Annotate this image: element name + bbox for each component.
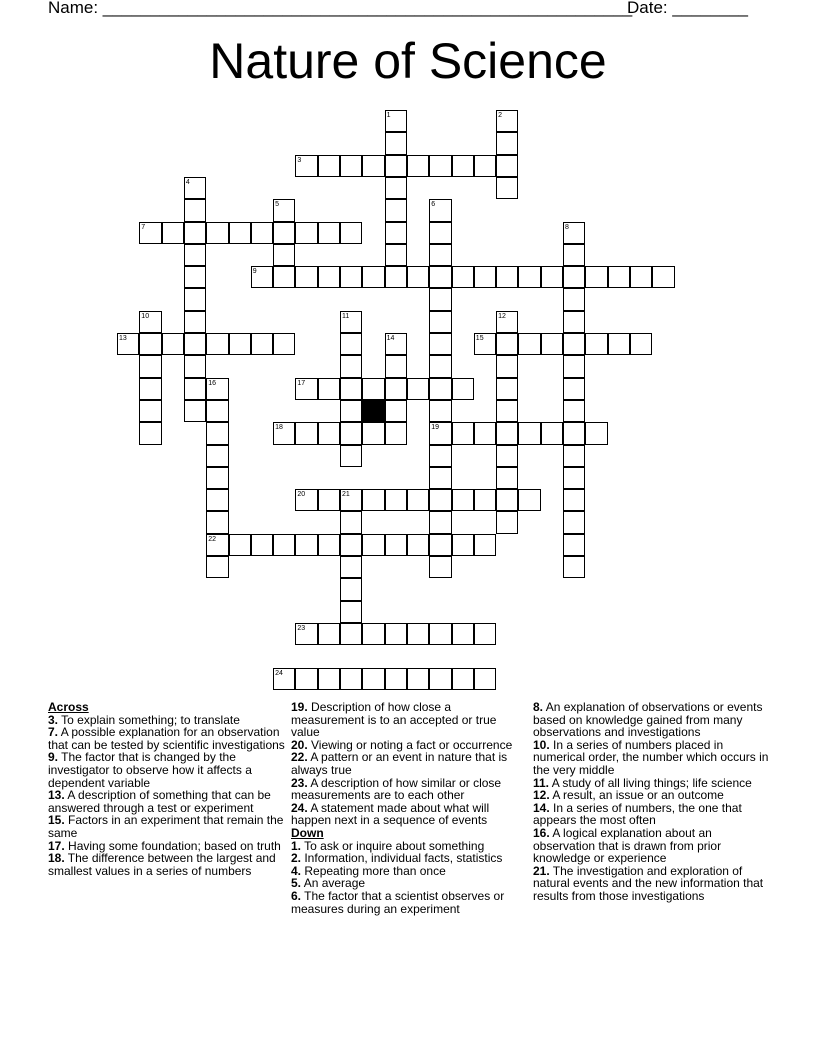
grid-cell[interactable]: [563, 400, 585, 422]
clue-item-number: 3.: [48, 712, 59, 727]
clue-item: [291, 701, 527, 739]
grid-cell[interactable]: [362, 378, 384, 400]
grid-cell[interactable]: [251, 222, 273, 244]
grid-cell[interactable]: [385, 378, 407, 400]
grid-cell[interactable]: [496, 400, 518, 422]
clues-column-2: [291, 701, 527, 915]
grid-cell[interactable]: [139, 333, 161, 355]
grid-cell[interactable]: [206, 556, 228, 578]
grid-cell[interactable]: [429, 489, 451, 511]
grid-cell[interactable]: [385, 422, 407, 444]
grid-cell[interactable]: [385, 199, 407, 221]
grid-cell[interactable]: [496, 355, 518, 377]
clue-number: 12: [498, 312, 506, 320]
grid-cell[interactable]: [184, 400, 206, 422]
grid-cell[interactable]: [608, 333, 630, 355]
grid-cell[interactable]: [184, 266, 206, 288]
grid-cell[interactable]: [429, 266, 451, 288]
clue-item-text: To explain something; to translate: [58, 712, 240, 727]
clue-number: 8: [565, 223, 569, 231]
clue-item-number: 7.: [48, 725, 59, 740]
grid-cell[interactable]: [474, 155, 496, 177]
clue-item-text: The factor that is changed by the investigator to observe how it affects a dependent variable: [48, 750, 252, 790]
clue-item-number: 13.: [48, 788, 65, 803]
grid-cell[interactable]: [474, 534, 496, 556]
clue-item-number: 14.: [533, 800, 550, 815]
date-field[interactable]: Date: ________: [627, 0, 748, 17]
grid-cell[interactable]: [295, 222, 317, 244]
clue-item-number: 10.: [533, 737, 550, 752]
grid-cell[interactable]: [496, 132, 518, 154]
clue-item: [291, 802, 527, 827]
clue-item-number: 6.: [291, 888, 302, 903]
clue-item: [48, 814, 292, 839]
grid-cell[interactable]: [139, 378, 161, 400]
grid-cell[interactable]: [340, 222, 362, 244]
grid-cell[interactable]: [251, 333, 273, 355]
grid-cell[interactable]: [518, 266, 540, 288]
clue-number: 18: [275, 424, 283, 432]
grid-cell[interactable]: [407, 623, 429, 645]
grid-cell[interactable]: [340, 155, 362, 177]
grid-cell[interactable]: [474, 489, 496, 511]
grid-cell[interactable]: [229, 534, 251, 556]
across-clue-list: [48, 714, 292, 878]
grid-cell[interactable]: [541, 266, 563, 288]
grid-cell[interactable]: [206, 222, 228, 244]
grid-cell[interactable]: [362, 489, 384, 511]
clue-item-text: To ask or inquire about something: [301, 838, 485, 853]
grid-cell[interactable]: [452, 266, 474, 288]
clue-item: [48, 751, 292, 789]
clue-number: 14: [386, 335, 395, 342]
grid-cell[interactable]: [429, 511, 451, 533]
clue-item: [533, 701, 769, 739]
grid-cell[interactable]: [340, 355, 362, 377]
clue-number: 19: [431, 424, 439, 432]
clue-item-number: 22.: [291, 750, 308, 765]
grid-cell[interactable]: [563, 266, 585, 288]
black-cell: [362, 400, 384, 422]
grid-cell[interactable]: [362, 422, 384, 444]
grid-cell[interactable]: [429, 467, 451, 489]
clue-item: [291, 751, 527, 776]
grid-cell[interactable]: [206, 333, 228, 355]
clue-number: 15: [475, 335, 484, 342]
grid-cell[interactable]: [295, 668, 317, 690]
grid-cell[interactable]: [630, 333, 652, 355]
clue-item-text: Having some foundation; based on truth: [64, 838, 281, 853]
grid-cell[interactable]: [139, 355, 161, 377]
clues-column-1: [48, 701, 292, 877]
page-title: Nature of Science: [209, 33, 607, 89]
grid-cell[interactable]: [496, 266, 518, 288]
grid-cell[interactable]: [318, 489, 340, 511]
grid-cell[interactable]: [206, 400, 228, 422]
grid-cell[interactable]: [496, 177, 518, 199]
grid-cell[interactable]: [318, 422, 340, 444]
clue-item-text: A result, an issue or an outcome: [549, 788, 724, 803]
grid-cell[interactable]: [496, 467, 518, 489]
grid-cell[interactable]: [563, 244, 585, 266]
grid-cell[interactable]: [162, 333, 184, 355]
grid-cell[interactable]: [385, 623, 407, 645]
clue-number: 23: [297, 624, 306, 632]
clue-item-text: Information, individual facts, statistics: [301, 851, 503, 866]
grid-cell[interactable]: [273, 222, 295, 244]
grid-cell[interactable]: [229, 222, 251, 244]
grid-cell[interactable]: [563, 422, 585, 444]
grid-cell[interactable]: [407, 378, 429, 400]
clue-item-number: 11.: [533, 775, 550, 790]
grid-cell[interactable]: [563, 288, 585, 310]
grid-cell[interactable]: [340, 601, 362, 623]
grid-cell[interactable]: [407, 534, 429, 556]
grid-cell[interactable]: [273, 244, 295, 266]
grid-cell[interactable]: [184, 222, 206, 244]
grid-cell[interactable]: [652, 266, 674, 288]
clue-number: 7: [141, 223, 146, 231]
clue-number: 3: [297, 156, 302, 164]
clue-item-text: The factor that a scientist observes or measures during an experiment: [291, 888, 505, 916]
grid-cell[interactable]: [429, 333, 451, 355]
grid-cell[interactable]: [139, 422, 161, 444]
grid-cell[interactable]: [385, 355, 407, 377]
grid-cell[interactable]: [563, 378, 585, 400]
grid-cell[interactable]: [496, 511, 518, 533]
grid-cell[interactable]: [429, 288, 451, 310]
grid-cell[interactable]: [362, 266, 384, 288]
clue-item-text: An average: [301, 876, 366, 891]
grid-cell[interactable]: [385, 534, 407, 556]
clue-item-text: Repeating more than once: [301, 863, 446, 878]
grid-cell[interactable]: [429, 534, 451, 556]
grid-cell[interactable]: [340, 534, 362, 556]
clue-item-text: The difference between the largest and smallest values in a series of numbers: [48, 851, 276, 878]
grid-cell[interactable]: [496, 489, 518, 511]
grid-cell[interactable]: [340, 623, 362, 645]
grid-cell[interactable]: [608, 266, 630, 288]
clue-item-number: 12.: [533, 788, 550, 803]
clue-number: 10: [141, 312, 150, 320]
grid-cell[interactable]: [563, 511, 585, 533]
grid-cell[interactable]: [340, 445, 362, 467]
clue-item-text: A study of all living things; life science: [549, 775, 752, 790]
clue-number: 13: [119, 335, 127, 342]
clue-number: 5: [275, 201, 279, 209]
grid-cell[interactable]: [429, 222, 451, 244]
grid-cell[interactable]: [184, 355, 206, 377]
clue-number: 24: [275, 669, 283, 677]
clue-item: [48, 789, 292, 814]
clue-item-text: A logical explanation about an observation that is drawn from prior knowledge or experience: [533, 825, 722, 866]
clue-item-text: A description of something that can be answered through a test or experiment: [48, 788, 271, 815]
clue-item-number: 24.: [291, 800, 308, 815]
grid-cell[interactable]: [429, 668, 451, 690]
grid-cell[interactable]: [385, 489, 407, 511]
clue-item-text: An explanation of observations or events based on knowledge gained from many observations and investigations: [533, 700, 763, 740]
grid-cell[interactable]: [340, 378, 362, 400]
grid-cell[interactable]: [362, 534, 384, 556]
grid-cell[interactable]: [563, 556, 585, 578]
clue-item-text: A statement made about what will happen next in a sequence of events: [291, 800, 490, 828]
clue-number: 4: [185, 178, 190, 186]
grid-cell[interactable]: [318, 668, 340, 690]
grid-cell[interactable]: [474, 668, 496, 690]
grid-cell[interactable]: [295, 534, 317, 556]
clue-item-text: A pattern or an event in nature that is always true: [291, 750, 508, 777]
clue-item: [48, 852, 292, 877]
clue-item-number: 20.: [291, 737, 308, 752]
grid-cell[interactable]: [318, 155, 340, 177]
grid-cell[interactable]: [585, 266, 607, 288]
clue-item: [291, 890, 527, 915]
grid-cell[interactable]: [206, 489, 228, 511]
grid-cell[interactable]: [273, 534, 295, 556]
grid-cell[interactable]: [429, 445, 451, 467]
clue-item: [533, 865, 769, 903]
clue-item-number: 23.: [291, 775, 308, 790]
grid-cell[interactable]: [496, 445, 518, 467]
clue-item-number: 18.: [48, 851, 65, 866]
clue-item-number: 15.: [48, 813, 65, 828]
grid-cell[interactable]: [563, 489, 585, 511]
clue-number: 1: [386, 112, 391, 119]
down-clue-list-continued: [533, 701, 769, 903]
clue-item-text: A description of how similar or close measurements are to each other: [291, 775, 502, 803]
grid-cell[interactable]: [251, 534, 273, 556]
grid-cell[interactable]: [496, 333, 518, 355]
grid-cell[interactable]: [385, 400, 407, 422]
grid-cell[interactable]: [585, 333, 607, 355]
grid-cell[interactable]: [385, 177, 407, 199]
grid-cell[interactable]: [452, 623, 474, 645]
grid-cell[interactable]: [429, 155, 451, 177]
grid-cell[interactable]: [206, 467, 228, 489]
grid-cell[interactable]: [429, 378, 451, 400]
grid-cell[interactable]: [362, 155, 384, 177]
clues-column-3: [533, 701, 769, 903]
grid-cell[interactable]: [184, 199, 206, 221]
clue-item-number: 21.: [533, 863, 550, 878]
grid-cell[interactable]: [541, 422, 563, 444]
grid-cell[interactable]: [429, 623, 451, 645]
grid-cell[interactable]: [295, 266, 317, 288]
clue-number: 11: [342, 312, 350, 320]
clue-item-number: 8.: [533, 700, 544, 714]
clue-number: 21: [342, 491, 350, 499]
grid-cell[interactable]: [518, 489, 540, 511]
grid-cell[interactable]: [206, 445, 228, 467]
grid-cell[interactable]: [206, 511, 228, 533]
clue-item-text: Viewing or noting a fact or occurrence: [307, 737, 513, 752]
clue-item-text: In a series of numbers, the one that appears the most often: [533, 800, 742, 828]
grid-cell[interactable]: [206, 422, 228, 444]
clue-item-text: The investigation and exploration of natural events and the new information that results from those investigations: [533, 863, 764, 903]
grid-cell[interactable]: [563, 311, 585, 333]
clue-item-number: 19.: [291, 700, 308, 714]
grid-cell[interactable]: [340, 511, 362, 533]
grid-cell[interactable]: [340, 556, 362, 578]
down-heading: Down: [291, 825, 324, 840]
clue-item-text: Factors in an experiment that remain the same: [48, 813, 284, 840]
clue-item: [533, 827, 769, 865]
grid-cell[interactable]: [340, 333, 362, 355]
grid-cell[interactable]: [496, 155, 518, 177]
clue-item-number: 9.: [48, 750, 59, 765]
clue-item-number: 4.: [291, 863, 302, 878]
grid-cell[interactable]: [563, 467, 585, 489]
clue-number: 17: [297, 379, 306, 387]
grid-cell[interactable]: [429, 311, 451, 333]
grid-cell[interactable]: [474, 623, 496, 645]
grid-cell[interactable]: [184, 333, 206, 355]
clue-item-number: 5.: [291, 876, 302, 891]
grid-cell[interactable]: [518, 422, 540, 444]
grid-cell[interactable]: [630, 266, 652, 288]
clue-item: [533, 739, 769, 777]
grid-cell[interactable]: [407, 155, 429, 177]
clue-item-text: In a series of numbers placed in numerical order, the number which occurs in the very middle: [533, 737, 769, 777]
grid-cell[interactable]: [318, 623, 340, 645]
grid-cell[interactable]: [318, 222, 340, 244]
grid-cell[interactable]: [318, 534, 340, 556]
grid-cell[interactable]: [229, 333, 251, 355]
across-heading: Across: [48, 700, 89, 714]
grid-cell[interactable]: [429, 400, 451, 422]
grid-cell[interactable]: [184, 378, 206, 400]
grid-cell[interactable]: [273, 266, 295, 288]
clue-item-text: A possible explanation for an observation that can be tested by scientific investigations: [48, 725, 285, 752]
clue-item: [533, 802, 769, 827]
grid-cell[interactable]: [496, 422, 518, 444]
clue-item: [291, 777, 527, 802]
across-clue-list-continued: [291, 701, 527, 827]
clue-number: 16: [208, 379, 216, 387]
clue-number: 20: [297, 491, 306, 499]
grid-cell[interactable]: [162, 222, 184, 244]
grid-cell[interactable]: [563, 534, 585, 556]
grid-cell[interactable]: [273, 333, 295, 355]
clue-item-text: Description of how close a measurement is to an accepted or true value: [291, 700, 497, 740]
clue-item: [48, 726, 292, 751]
grid-cell[interactable]: [496, 378, 518, 400]
grid-cell[interactable]: [385, 132, 407, 154]
clue-item-number: 1.: [291, 838, 302, 853]
grid-cell[interactable]: [474, 266, 496, 288]
grid-cell[interactable]: [340, 400, 362, 422]
clue-item-number: 2.: [291, 851, 302, 866]
grid-cell[interactable]: [452, 489, 474, 511]
clue-item-number: 17.: [48, 838, 65, 853]
grid-cell[interactable]: [474, 422, 496, 444]
grid-cell[interactable]: [139, 400, 161, 422]
grid-cell[interactable]: [318, 266, 340, 288]
grid-cell[interactable]: [563, 333, 585, 355]
grid-cell[interactable]: [541, 333, 563, 355]
grid-cell[interactable]: [452, 378, 474, 400]
grid-cell[interactable]: [340, 668, 362, 690]
grid-cell[interactable]: [340, 266, 362, 288]
grid-cell[interactable]: [295, 422, 317, 444]
clue-number: 9: [252, 268, 257, 276]
grid-cell[interactable]: [452, 155, 474, 177]
grid-cell[interactable]: [429, 244, 451, 266]
grid-cell[interactable]: [184, 311, 206, 333]
grid-cell[interactable]: [407, 668, 429, 690]
grid-cell[interactable]: [362, 668, 384, 690]
grid-cell[interactable]: [563, 445, 585, 467]
grid-cell[interactable]: [585, 422, 607, 444]
grid-cell[interactable]: [518, 333, 540, 355]
grid-cell[interactable]: [184, 244, 206, 266]
grid-cell[interactable]: [563, 355, 585, 377]
clue-item-number: 16.: [533, 825, 550, 840]
grid-cell[interactable]: [318, 378, 340, 400]
name-field[interactable]: Name: ________________________________________________________: [48, 0, 633, 17]
grid-cell[interactable]: [385, 155, 407, 177]
clue-number: 2: [498, 112, 502, 119]
down-clue-list: [291, 840, 527, 916]
grid-cell[interactable]: [452, 534, 474, 556]
grid-cell[interactable]: [407, 489, 429, 511]
clue-number: 22: [208, 535, 216, 543]
grid-cell[interactable]: [452, 422, 474, 444]
grid-cell[interactable]: [385, 266, 407, 288]
grid-cell[interactable]: [362, 623, 384, 645]
grid-cell[interactable]: [429, 355, 451, 377]
grid-cell[interactable]: [184, 288, 206, 310]
grid-cell[interactable]: [385, 222, 407, 244]
grid-cell[interactable]: [385, 244, 407, 266]
grid-cell[interactable]: [340, 578, 362, 600]
grid-cell[interactable]: [340, 422, 362, 444]
grid-cell[interactable]: [429, 556, 451, 578]
grid-cell[interactable]: [407, 266, 429, 288]
grid-cell[interactable]: [385, 668, 407, 690]
clue-number: 6: [431, 201, 436, 209]
grid-cell[interactable]: [452, 668, 474, 690]
